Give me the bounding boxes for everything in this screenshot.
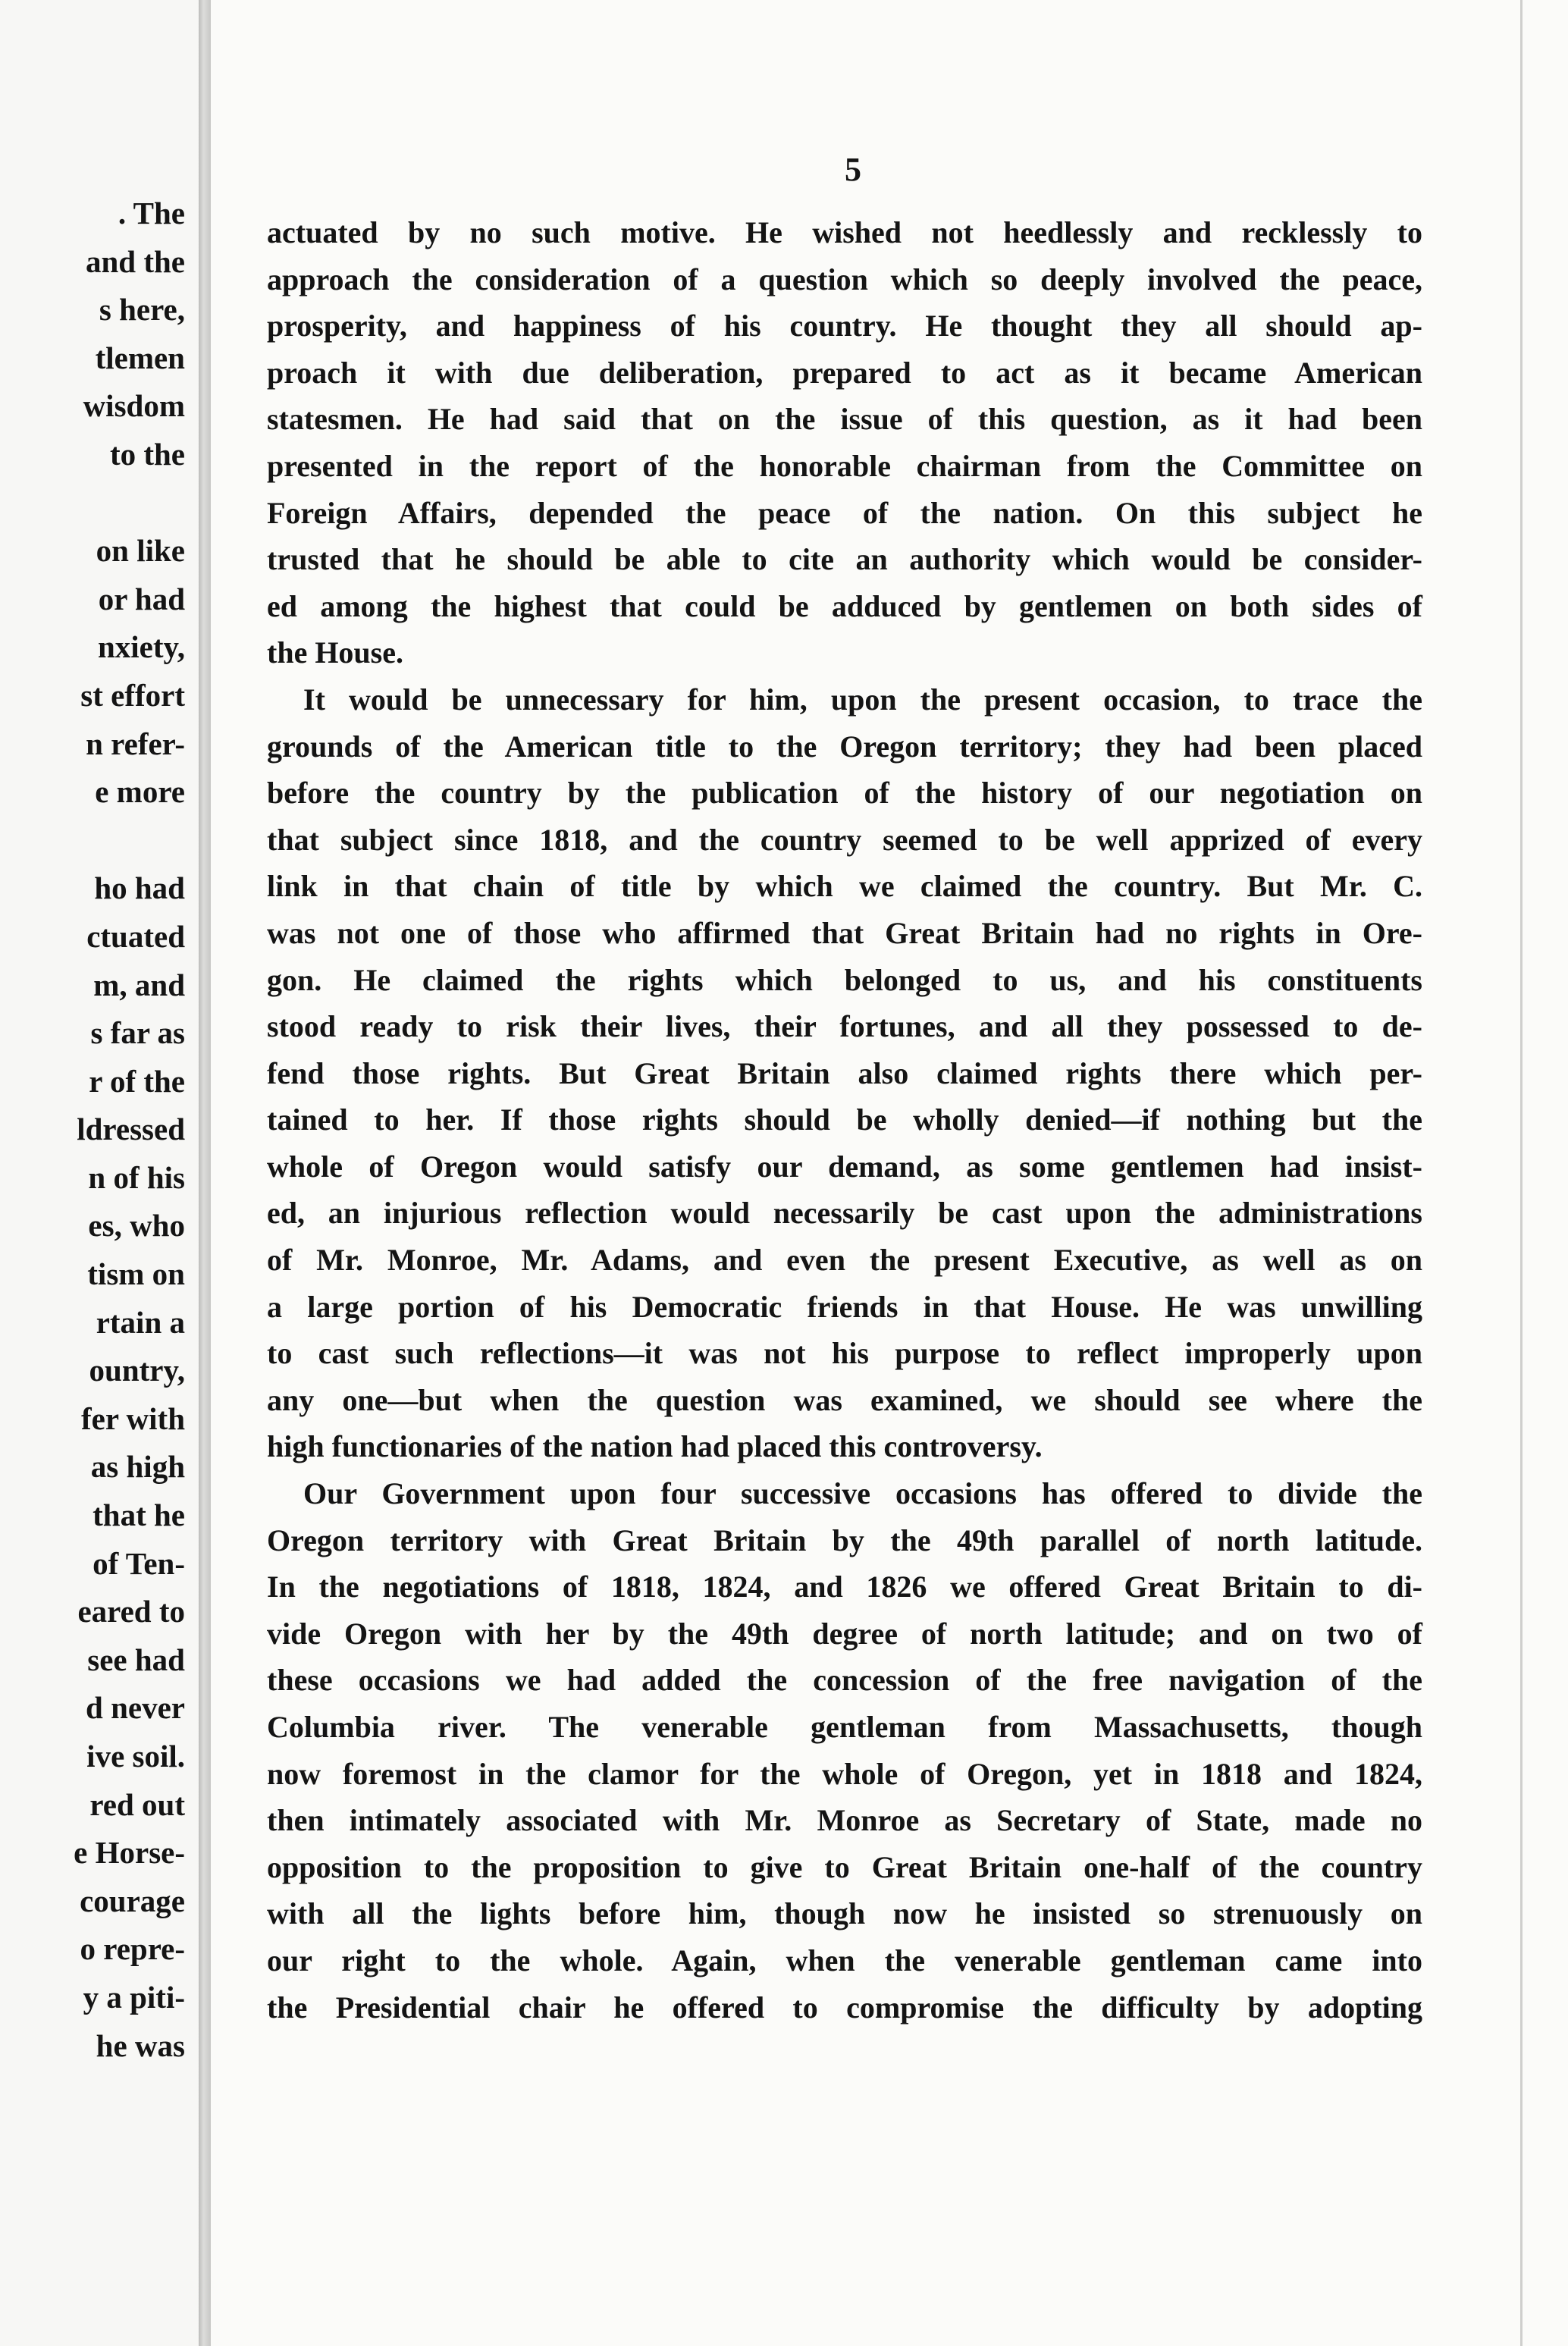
text-line: high functionaries of the nation had placed this controversy.: [267, 1429, 1043, 1464]
left-page-line: rtain a: [96, 1304, 185, 1340]
left-page-line: that he: [93, 1498, 185, 1533]
text-line: of Mr. Monroe, Mr. Adams, and even the present Executive, as well as on: [267, 1243, 1422, 1278]
text-line: link in that chain of title by which we claimed the country. But Mr. C.: [267, 869, 1422, 904]
text-line: Our Government upon four successive occasions has offered to divide the: [303, 1476, 1422, 1511]
left-page-line: ho had: [94, 870, 185, 906]
text-line: grounds of the American title to the Oregon territory; they had been placed: [267, 729, 1422, 764]
left-page-line: eared to: [77, 1594, 185, 1629]
left-page-fragment: [0, 0, 199, 2346]
left-page-line: e Horse-: [74, 1835, 185, 1871]
left-page-line: n refer-: [86, 726, 185, 761]
text-line: ed, an injurious reflection would necessarily be cast upon the administrations: [267, 1196, 1422, 1231]
text-line: the House.: [267, 635, 403, 670]
text-line: to cast such reflections—it was not his purpose to reflect improperly upon: [267, 1336, 1422, 1371]
left-page-line: and the: [85, 243, 185, 279]
text-line: proach it with due deliberation, prepared to act as it became American: [267, 355, 1422, 390]
left-page-line: fer with: [80, 1400, 185, 1436]
paragraph: [267, 209, 1422, 676]
left-page-line: e more: [95, 774, 185, 810]
text-line: gon. He claimed the rights which belonged to us, and his constituents: [267, 962, 1422, 997]
left-page-line: o repre-: [80, 1931, 185, 1967]
left-page-line: tlemen: [95, 340, 185, 375]
text-line: prosperity, and happiness of his country. He thought they all should ap-: [267, 309, 1422, 343]
left-page-line: as high: [90, 1449, 185, 1485]
text-line: Columbia river. The venerable gentleman from Massachusetts, though: [267, 1710, 1422, 1744]
text-line: before the country by the publication of the history of our negotiation on: [267, 776, 1422, 811]
text-line: that subject since 1818, and the country seemed to be well apprized of every: [267, 822, 1422, 857]
text-line: then intimately associated with Mr. Monroe as Secretary of State, made no: [267, 1803, 1422, 1838]
left-page-line: s here,: [99, 292, 185, 328]
text-line: ed among the highest that could be adduced by gentlemen on both sides of: [267, 588, 1422, 623]
text-line: tained to her. If those rights should be wholly denied—if nothing but the: [267, 1102, 1422, 1137]
left-page-line: s far as: [90, 1015, 185, 1051]
left-page-line: on like: [96, 533, 185, 569]
left-page-line: nxiety,: [97, 629, 185, 665]
left-page-line: st effort: [80, 677, 185, 713]
book-gutter: [199, 0, 211, 2346]
left-page-line: r of the: [89, 1063, 185, 1099]
page-edge: [1520, 0, 1523, 2346]
left-page-line: ctuated: [86, 918, 185, 954]
left-page-line: ountry,: [89, 1353, 185, 1388]
text-line: a large portion of his Democratic friends in that House. He was unwilling: [267, 1289, 1422, 1324]
left-page-line: wisdom: [83, 388, 185, 424]
text-line: our right to the whole. Again, when the venerable gentleman came into: [267, 1943, 1422, 1977]
left-page-line: ive soil.: [86, 1739, 185, 1774]
left-page-line: or had: [98, 581, 185, 616]
left-page-line: tism on: [87, 1256, 185, 1292]
left-page-line: he was: [96, 2028, 185, 2063]
paragraph: [267, 676, 1422, 1470]
left-page-line: [74, 479, 185, 528]
left-page-line: . The: [118, 196, 185, 231]
left-page-line: n of his: [88, 1159, 185, 1195]
text-line: the Presidential chair he offered to compromise the difficulty by adopting: [267, 1990, 1422, 2025]
left-page-line: y a piti-: [83, 1979, 185, 2015]
text-line: It would be unnecessary for him, upon the present occasion, to trace the: [303, 682, 1422, 717]
left-page-line: [74, 817, 185, 865]
text-line: these occasions we had added the concession of the free navigation of the: [267, 1663, 1422, 1698]
left-page-line: courage: [80, 1883, 185, 1918]
left-page-text: [74, 190, 185, 2070]
text-line: Oregon territory with Great Britain by the 49th parallel of north latitude.: [267, 1523, 1422, 1557]
paragraph: [267, 1470, 1422, 2031]
text-line: In the negotiations of 1818, 1824, and 1826 we offered Great Britain to di-: [267, 1570, 1422, 1604]
body-text: [267, 209, 1422, 2031]
text-line: opposition to the proposition to give to Great Britain one-half of the country: [267, 1849, 1422, 1884]
text-line: presented in the report of the honorable chairman from the Committee on: [267, 448, 1422, 483]
text-line: whole of Oregon would satisfy our demand, as some gentlemen had insist-: [267, 1149, 1422, 1184]
text-line: approach the consideration of a question which so deeply involved the peace,: [267, 262, 1422, 296]
page-number: 5: [845, 151, 861, 188]
left-page-line: of Ten-: [93, 1545, 185, 1581]
left-page-line: d never: [86, 1690, 185, 1726]
text-line: statesmen. He had said that on the issue of this question, as it had been: [267, 402, 1422, 437]
left-page-line: ldressed: [77, 1112, 185, 1147]
text-line: any one—but when the question was examined, we should see where the: [267, 1382, 1422, 1417]
text-line: actuated by no such motive. He wished not heedlessly and recklessly to: [267, 215, 1422, 249]
text-line: Foreign Affairs, depended the peace of the nation. On this subject he: [267, 495, 1422, 530]
left-page-line: red out: [89, 1786, 185, 1822]
left-page-line: see had: [87, 1642, 185, 1677]
text-line: was not one of those who affirmed that Great Britain had no rights in Ore-: [267, 915, 1422, 950]
text-line: with all the lights before him, though now he insisted so strenuously on: [267, 1896, 1422, 1931]
text-line: trusted that he should be able to cite an authority which would be consider-: [267, 542, 1422, 577]
text-line: now foremost in the clamor for the whole of Oregon, yet in 1818 and 1824,: [267, 1756, 1422, 1791]
left-page-line: to the: [109, 436, 185, 472]
text-line: stood ready to risk their lives, their fortunes, and all they possessed to de-: [267, 1009, 1422, 1044]
left-page-line: m, and: [93, 967, 185, 1002]
text-line: fend those rights. But Great Britain also claimed rights there which per-: [267, 1055, 1422, 1090]
text-line: vide Oregon with her by the 49th degree of north latitude; and on two of: [267, 1616, 1422, 1651]
left-page-line: es, who: [88, 1208, 185, 1244]
